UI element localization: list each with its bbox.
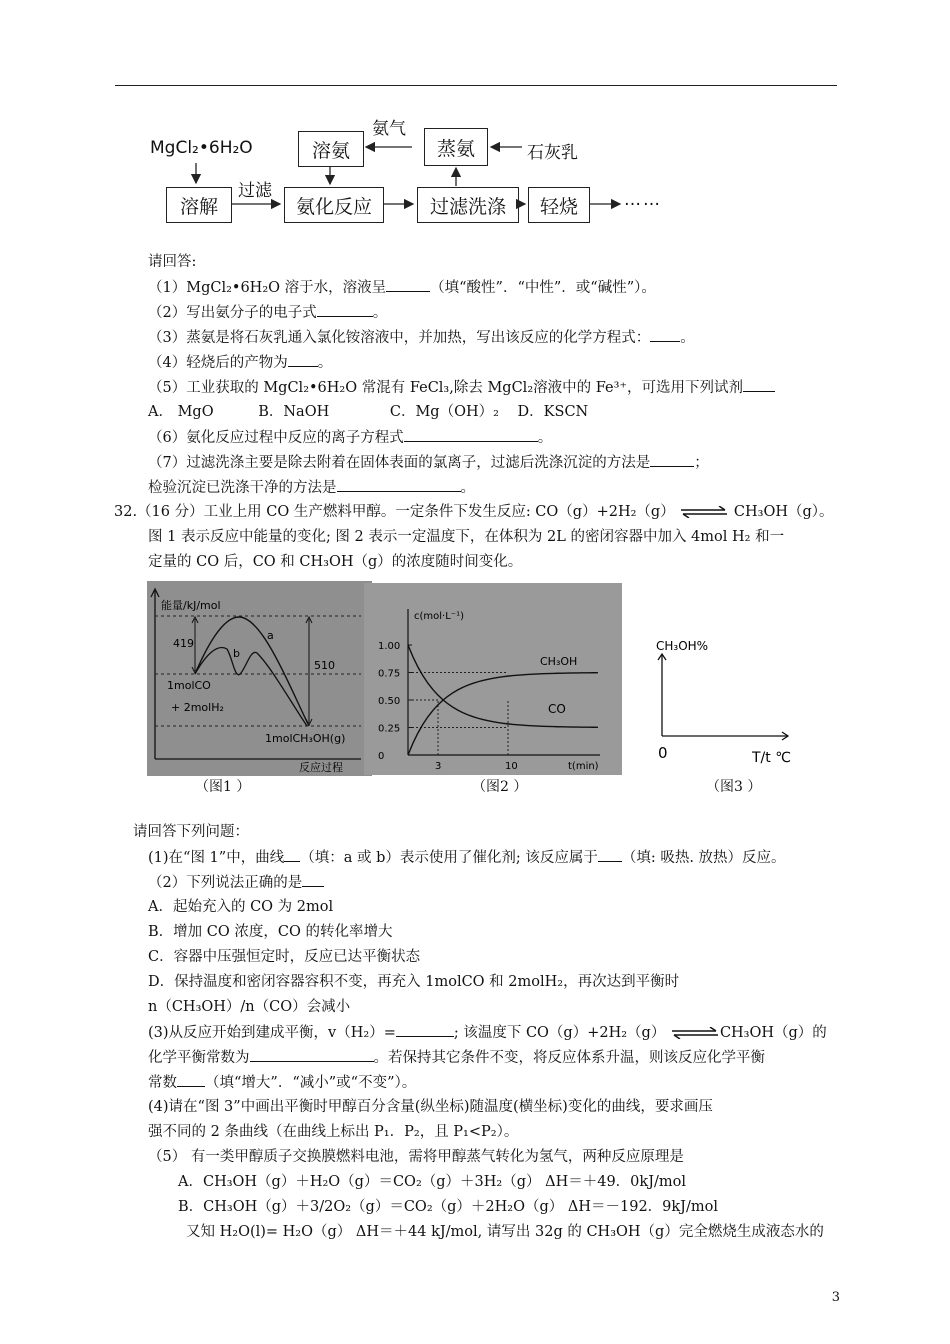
fig2-ytick-label: 1.00	[378, 641, 401, 652]
q32-item-2-B: B．增加 CO 浓度，CO 的转化率增大	[148, 924, 393, 940]
q32-item-1: (1)在“图 1”中，曲线 （填：a 或 b）表示使用了催化剂; 该反应属于 （填: 吸热. 放热）反应。	[148, 847, 786, 868]
fig1-ylabel: 能量/kJ/mol	[161, 599, 221, 612]
fig1-reactant-co: 1molCO	[167, 679, 211, 692]
page-number: 3	[831, 1290, 840, 1305]
q32-answer-intro: 请回答下列问题：	[133, 824, 249, 840]
flow-ellipsis: ……	[624, 190, 662, 210]
q32-item-2-C: C．容器中压强恒定时，反应已达平衡状态	[148, 949, 421, 965]
flow-reactant: MgCl₂•6H₂O	[150, 138, 253, 158]
equilibrium-arrow-icon	[670, 1027, 720, 1039]
q32-item-5: （5） 有一类甲醇质子交换膜燃料电池，需将甲醇蒸气转化为氢气，两种反应原理是	[148, 1149, 684, 1165]
flow-ammonia-gas: 氨气	[372, 119, 406, 139]
flow-lime-milk: 石灰乳	[527, 143, 578, 163]
flow-filter-label: 过滤	[238, 181, 272, 201]
fig3-caption: （图3 ）	[706, 779, 762, 795]
q31-item-2: （2）写出氨分子的电子式 。	[148, 302, 387, 323]
q31-intro: 请回答:	[148, 254, 197, 270]
q32-line-2: 图 1 表示反应中能量的变化; 图 2 表示一定温度下，在体积为 2L 的密闭容器中加入 4mol H₂ 和一	[148, 529, 785, 545]
q31-item-5: （5）工业获取的 MgCl₂•6H₂O 常混有 FeCl₃,除去 MgCl₂溶液中的 Fe³⁺，可选用下列试剂	[148, 377, 775, 398]
flow-box-calcine: 轻烧	[528, 187, 590, 223]
q32-item-4-b: 强不同的 2 条曲线（在曲线上标出 P₁．P₂，且 P₁<P₂）。	[148, 1124, 519, 1140]
flow-box-ammoniation: 氨化反应	[284, 187, 384, 223]
q31-item-7: （7）过滤洗涤主要是除去附着在固体表面的氯离子，过滤后洗涤沉淀的方法是 ；	[148, 452, 709, 473]
fig2-caption: （图2 ）	[472, 779, 528, 795]
q31-item-3: （3）蒸氨是将石灰乳通入氯化铵溶液中，并加热，写出该反应的化学方程式： 。	[148, 327, 695, 348]
q31-item-4: （4）轻烧后的产物为 。	[148, 352, 332, 373]
q32-item-2: （2）下列说法正确的是	[148, 872, 324, 893]
fig1-product: 1molCH₃OH(g)	[265, 732, 346, 745]
fig2-ytick-label: 0.50	[378, 696, 401, 707]
flow-box-dissolve: 溶解	[166, 187, 232, 223]
q32-item-5-A: A．CH₃OH（g）＋H₂O（g）＝CO₂（g）＋3H₂（g） ΔH＝＋49．0kJ/mol	[178, 1174, 687, 1190]
fig2-ytick-label: 0.75	[378, 668, 401, 680]
flow-box-dissolve-ammonia: 溶氨	[298, 131, 364, 167]
fig2-ytick-label: 0.25	[378, 723, 401, 735]
fig2-ylabel: c(mol·L⁻¹)	[414, 611, 464, 622]
q32-line-1: 32.（16 分）工业上用 CO 生产燃料甲醇。一定条件下发生反应: CO（g）+2H₂（g） CH₃OH（g）。	[114, 504, 834, 520]
fig2-legend-co: CO	[548, 702, 566, 716]
fig2-xtick-label: 3	[435, 761, 442, 772]
fig1-value-419: 419	[173, 637, 194, 650]
q32-item-2-A: A．起始充入的 CO 为 2mol	[148, 899, 334, 915]
q32-item-3-b: 化学平衡常数为 。若保持其它条件不变，将反应体系升温，则该反应化学平衡	[148, 1047, 765, 1068]
q32-item-2-D: D．保持温度和密闭容器容积不变，再充入 1molCO 和 2molH₂，再次达到平衡时	[148, 974, 680, 990]
flow-box-distill-ammonia: 蒸氨	[424, 128, 488, 166]
q32-item-3-c: 常数 （填“增大”．“减小”或“不变”）。	[148, 1072, 416, 1093]
fig3-origin: 0	[658, 744, 668, 762]
fig2-xtick-label: 10	[505, 761, 518, 772]
fig3-ylabel: CH₃OH%	[656, 639, 709, 653]
q32-line-3: 定量的 CO 后，CO 和 CH₃OH（g）的浓度随时间变化。	[148, 554, 523, 570]
fig1-label-b: b	[233, 647, 240, 660]
q31-item-6: （6）氨化反应过程中反应的离子方程式 。	[148, 427, 552, 448]
fig1-label-a: a	[267, 629, 274, 642]
fig2-ytick-label: 0	[378, 751, 385, 762]
equilibrium-arrow-icon	[679, 506, 729, 518]
q32-item-2-D-cont: n（CH₃OH）/n（CO）会减小	[148, 999, 351, 1015]
fig1-caption: （图1 ）	[195, 779, 251, 795]
fig3-xlabel: T/t ℃	[752, 750, 791, 766]
fig2-legend-ch3oh: CH₃OH	[540, 655, 578, 668]
figure-1-energy-diagram	[147, 581, 372, 776]
fig1-xlabel: 反应过程	[299, 761, 343, 774]
fig1-value-510: 510	[314, 659, 335, 672]
figure-3-blank-axes	[640, 628, 800, 768]
fig1-reactant-h2: + 2molH₂	[171, 701, 224, 714]
q31-item-1: （1）MgCl₂•6H₂O 溶于水，溶液呈 （填“酸性”．“中性”．或“碱性”）。	[148, 277, 656, 298]
q31-item-5-options: A． MgO B．NaOH C．Mg（OH）₂ D．KSCN	[148, 404, 589, 420]
q31-item-7b: 检验沉淀已洗涤干净的方法是 。	[148, 477, 475, 498]
q32-item-5-B: B．CH₃OH（g）＋3/2O₂（g）＝CO₂（g）＋2H₂O（g） ΔH＝－192．9kJ/mol	[178, 1199, 718, 1215]
q32-item-4: (4)请在“图 3”中画出平衡时甲醇百分含量(纵坐标)随温度(横坐标)变化的曲线，要求画压	[148, 1099, 713, 1115]
q32-item-3: (3)从反应开始到建成平衡，v（H₂）= ; 该温度下 CO（g）+2H₂（g） CH₃OH（g）的	[148, 1022, 827, 1043]
fig2-xlabel: t(min)	[568, 761, 599, 772]
flow-arrows	[0, 0, 950, 240]
q32-item-5-C: 又知 H₂O(l)= H₂O（g） ΔH＝＋44 kJ/mol, 请写出 32g 的 CH₃OH（g）完全燃烧生成液态水的	[186, 1224, 824, 1240]
flow-box-filter-wash: 过滤洗涤	[417, 187, 519, 223]
figure-2-concentration-chart	[364, 583, 622, 775]
